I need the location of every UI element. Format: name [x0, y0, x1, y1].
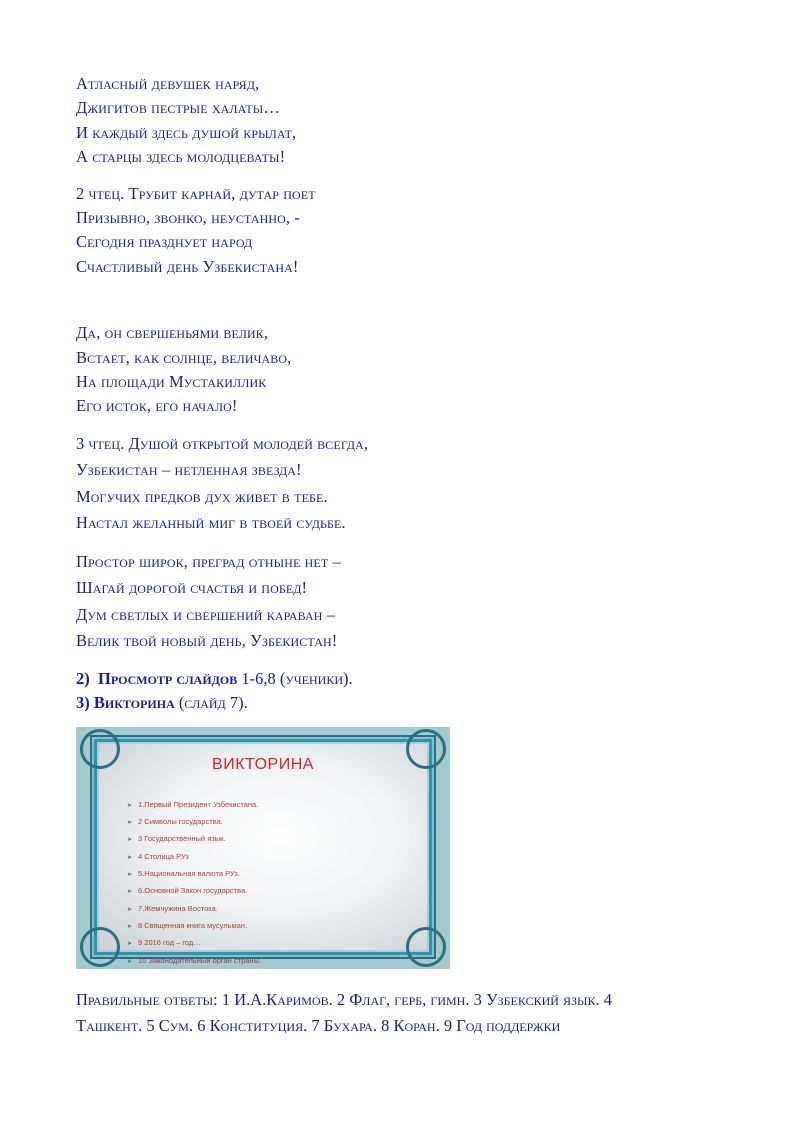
- stanza-2: [76, 182, 776, 280]
- list-item: ➤ 8 Священная книга мусульман.: [127, 918, 261, 935]
- spacer: [76, 291, 776, 321]
- poem-line: Простор широк, преград отныне нет –: [76, 551, 341, 571]
- poem-line: Его исток, его начало!: [76, 396, 238, 416]
- answers-line: Ташкент. 5 Сум. 6 Конституция. 7 Бухара. 8 Коран. 9 Год поддержки: [76, 1015, 561, 1035]
- list-item: ➤ 3 Государственный язык.: [127, 831, 261, 848]
- list-item: ➤ 7.Жемчужина Востока.: [127, 901, 261, 918]
- list-item: ➤ 9 2016 год – год…: [127, 935, 261, 952]
- slide-title: ВИКТОРИНА: [212, 755, 314, 773]
- answers-paragraph: [76, 987, 776, 1039]
- stanza-3: [76, 321, 776, 419]
- poem-line: Могучих предков дух живет в тебе.: [76, 486, 328, 506]
- list-item: ➤ 10 Законодательный орган страны.: [127, 953, 261, 970]
- section-heading: Викторина: [93, 692, 175, 712]
- section-quiz: [76, 691, 776, 715]
- poem-line: Джигитов пестрые халаты…: [76, 98, 280, 118]
- poem-line: 3 чтец. Душой открытой молодей всегда,: [76, 433, 369, 453]
- poem-line: Велик твой новый день, Узбекистан!: [76, 631, 338, 651]
- answers-line: Правильные ответы: 1 И.А.Каримов. 2 Флаг, герб, гимн. 3 Узбекский язык. 4: [76, 989, 613, 1009]
- poem-line: Узбекистан – нетленная звезда!: [76, 460, 302, 480]
- poem-line: Дум светлых и свершений караван –: [76, 604, 336, 624]
- section-number: 3): [76, 692, 90, 712]
- poem-line: Призывно, звонко, неустанно, -: [76, 208, 300, 228]
- poem-line: Настал желанный миг в твоей судьбе.: [76, 513, 346, 533]
- poem-line: Встает, как солнце, величаво,: [76, 347, 292, 367]
- ornament-corner-icon: [80, 729, 120, 769]
- section-number: 2): [76, 668, 90, 688]
- section-text: (слайд 7).: [174, 692, 248, 712]
- list-item: ➤ 6.Основной Закон государства.: [127, 883, 261, 900]
- stanza-5: [76, 549, 776, 655]
- document-page: [76, 72, 776, 1039]
- poem-line: Атласный девушек наряд,: [76, 74, 260, 93]
- poem-line: Шагай дорогой счастья и побед!: [76, 578, 308, 598]
- poem-line: И каждый здесь душой крылат,: [76, 122, 297, 142]
- slide-frame: [94, 739, 432, 965]
- poem-line: Счастливый день Узбекистана!: [76, 256, 299, 276]
- list-item: ➤ 5.Национальная валюта РУз.: [127, 866, 261, 883]
- stanza-1: [76, 72, 776, 170]
- section-heading: Просмотр слайдов: [98, 668, 238, 688]
- list-item: ➤ 1.Первый Президент Узбекистана.: [127, 797, 261, 814]
- list-item: ➤ 2 Символы государства.: [127, 814, 261, 831]
- poem-line: На площади Мустакиллик: [76, 372, 267, 392]
- ornament-corner-icon: [80, 927, 120, 967]
- quiz-slide-image: [76, 727, 450, 969]
- stanza-4: [76, 431, 776, 537]
- poem-line: 2 чтец. Трубит карнай, дутар поет: [76, 183, 316, 203]
- section-text: 1-6,8 (ученики).: [237, 668, 353, 688]
- ornament-corner-icon: [406, 729, 446, 769]
- ornament-corner-icon: [406, 927, 446, 967]
- section-slides: [76, 667, 776, 691]
- slide-question-list: [127, 797, 261, 970]
- poem-line: Да, он свершеньями велик,: [76, 323, 269, 343]
- list-item: ➤ 4 Столица РУз: [127, 849, 261, 866]
- poem-line: Сегодня празднует народ: [76, 232, 253, 252]
- poem-line: А старцы здесь молодцеваты!: [76, 147, 286, 167]
